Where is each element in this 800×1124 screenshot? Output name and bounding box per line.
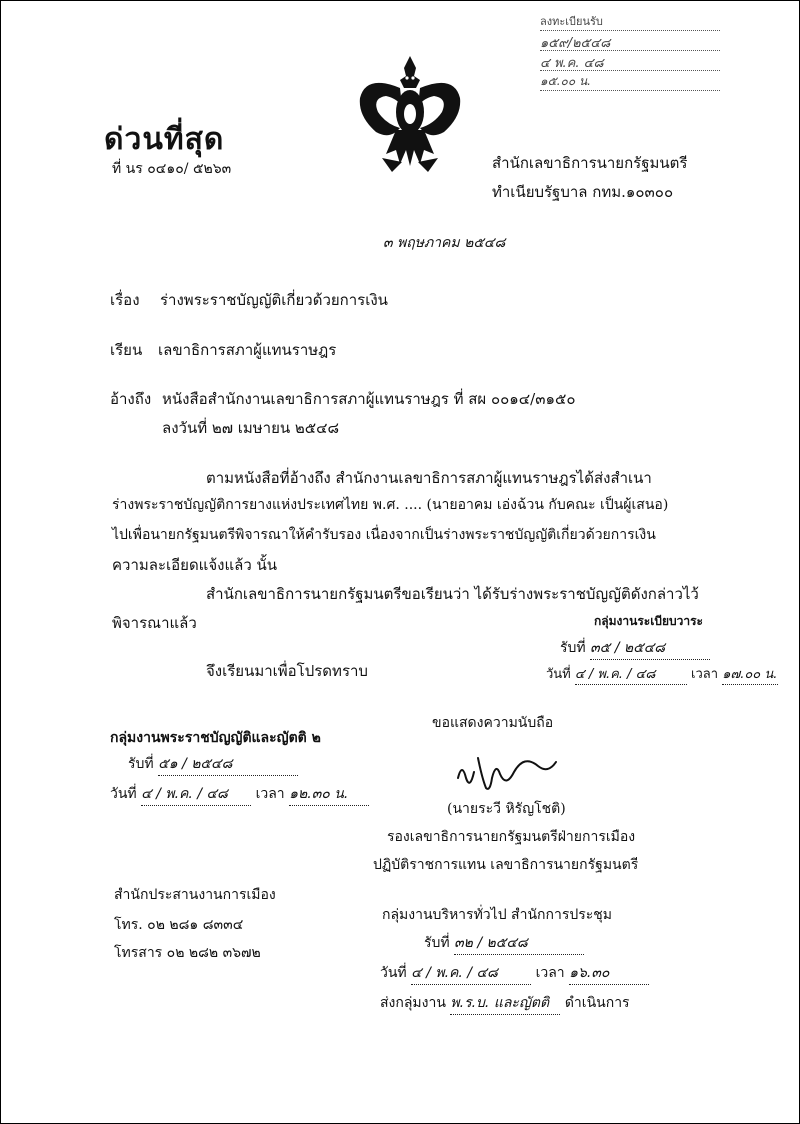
stamp-registry-date-value: ๔ / พ.ค. / ๔๘	[575, 663, 687, 685]
document-number: ที่ นร ๐๔๑๐/ ๕๒๖๓	[112, 161, 232, 177]
stamp-registry-recv-value: ๓๕ / ๒๕๔๘	[590, 637, 710, 660]
garuda-emblem-icon	[356, 54, 464, 172]
stamp-admin-recv-label: รับที่	[424, 935, 450, 951]
top-stamp-line-3: ๔ พ.ค. ๔๘	[540, 52, 720, 71]
stamp-admin-forward-value: พ.ร.บ. และญัตติ	[450, 992, 560, 1015]
body-para2-line1: สำนักเลขาธิการนายกรัฐมนตรีขอเรียนว่า ได้รับร่างพระราชบัญญัติดังกล่าวไว้	[206, 585, 699, 603]
stamp-legislation-time-label: เวลา	[255, 786, 285, 802]
stamp-legislation-time-value: ๑๒.๓๐ น.	[289, 783, 369, 806]
subject-text: ร่างพระราชบัญญัติเกี่ยวด้วยการเงิน	[160, 291, 388, 309]
recipient-text: เลขาธิการสภาผู้แทนราษฎร	[158, 341, 337, 359]
office-address: ทำเนียบรัฐบาล กทม.๑๐๓๐๐	[492, 183, 674, 201]
stamp-admin-date-value: ๔ / พ.ค. / ๔๘	[411, 962, 531, 985]
stamp-admin-forward-suffix: ดำเนินการ	[564, 995, 630, 1011]
signatory-position-2: ปฏิบัติราชการแทน เลขาธิการนายกรัฐมนตรี	[373, 857, 639, 873]
handwritten-signature	[452, 748, 562, 796]
top-stamp-line-1: ลงทะเบียนรับ	[540, 12, 720, 31]
reference-label: อ้างถึง	[110, 390, 152, 408]
stamp-legislation-date-value: ๔ / พ.ค. / ๔๘	[141, 783, 251, 806]
document-date: ๓ พฤษภาคม ๒๕๔๘	[383, 235, 506, 251]
signatory-name: (นายระวี หิรัญโชติ)	[447, 801, 566, 817]
stamp-legislation-recv-value: ๕๑ / ๒๕๔๘	[158, 753, 298, 776]
stamp-registry-time-label: เวลา	[691, 667, 719, 682]
body-para1-line2: ร่างพระราชบัญญัติการยางแห่งประเทศไทย พ.ศ. .... (นายอาคม เอ่งฉ้วน กับคณะ เป็นผู้เสนอ)	[112, 497, 669, 513]
top-stamp-line-2: ๑๕๙/๒๕๔๘	[540, 32, 720, 51]
contact-phone: โทร. ๐๒ ๒๘๑ ๘๓๓๔	[114, 917, 244, 933]
body-para1-line4: ความละเอียดแจ้งแล้ว นั้น	[112, 556, 278, 574]
urgency-heading: ด่วนที่สุด	[104, 122, 225, 157]
reference-line-1: หนังสือสำนักงานเลขาธิการสภาผู้แทนราษฎร ที่ สผ ๐๐๑๔/๓๑๕๐	[162, 390, 576, 408]
top-registration-stamp	[540, 12, 730, 92]
signatory-position-1: รองเลขาธิการนายกรัฐมนตรีฝ่ายการเมือง	[387, 829, 636, 845]
stamp-admin-forward-label: ส่งกลุ่มงาน	[380, 995, 446, 1011]
stamp-registry-time-value: ๑๗.๐๐ น.	[722, 663, 778, 685]
closing-salutation: ขอแสดงความนับถือ	[432, 715, 554, 731]
body-para1-line1: ตามหนังสือที่อ้างถึง สำนักงานเลขาธิการสภาผู้แทนราษฎรได้ส่งสำเนา	[206, 469, 652, 487]
stamp-legislation-title: กลุ่มงานพระราชบัญญัติและญัตติ ๒	[110, 730, 321, 746]
subject-label: เรื่อง	[110, 291, 140, 309]
issuing-office: สำนักเลขาธิการนายกรัฐมนตรี	[492, 154, 688, 172]
recipient-label: เรียน	[110, 341, 143, 359]
top-stamp-line-4: ๑๕.๐๐ น.	[540, 72, 720, 91]
stamp-admin-time-value: ๑๖.๓๐	[569, 962, 649, 985]
reference-line-2: ลงวันที่ ๒๗ เมษายน ๒๕๔๘	[162, 419, 340, 437]
stamp-admin-title: กลุ่มงานบริหารทั่วไป สำนักการประชุม	[382, 907, 613, 923]
stamp-admin-date-label: วันที่	[380, 965, 407, 981]
stamp-admin-time-label: เวลา	[535, 965, 565, 981]
stamp-registry-title: กลุ่มงานระเบียบวาระ	[594, 614, 703, 628]
body-para1-line3: ไปเพื่อนายกรัฐมนตรีพิจารณาให้คำรับรอง เนื่องจากเป็นร่างพระราชบัญญัติเกี่ยวด้วยการเงิน	[112, 527, 656, 543]
stamp-admin-recv-value: ๓๒ / ๒๕๔๘	[454, 932, 584, 955]
closing-line: จึงเรียนมาเพื่อโปรดทราบ	[206, 662, 368, 680]
stamp-legislation-recv-label: รับที่	[128, 756, 154, 772]
stamp-registry-recv-label: รับที่	[560, 640, 586, 656]
body-para2-line2: พิจารณาแล้ว	[112, 614, 197, 632]
stamp-legislation-date-label: วันที่	[110, 786, 137, 802]
stamp-registry-date-label: วันที่	[546, 667, 571, 682]
contact-fax: โทรสาร ๐๒ ๒๘๒ ๓๖๗๒	[114, 945, 261, 961]
contact-office: สำนักประสานงานการเมือง	[114, 887, 276, 903]
